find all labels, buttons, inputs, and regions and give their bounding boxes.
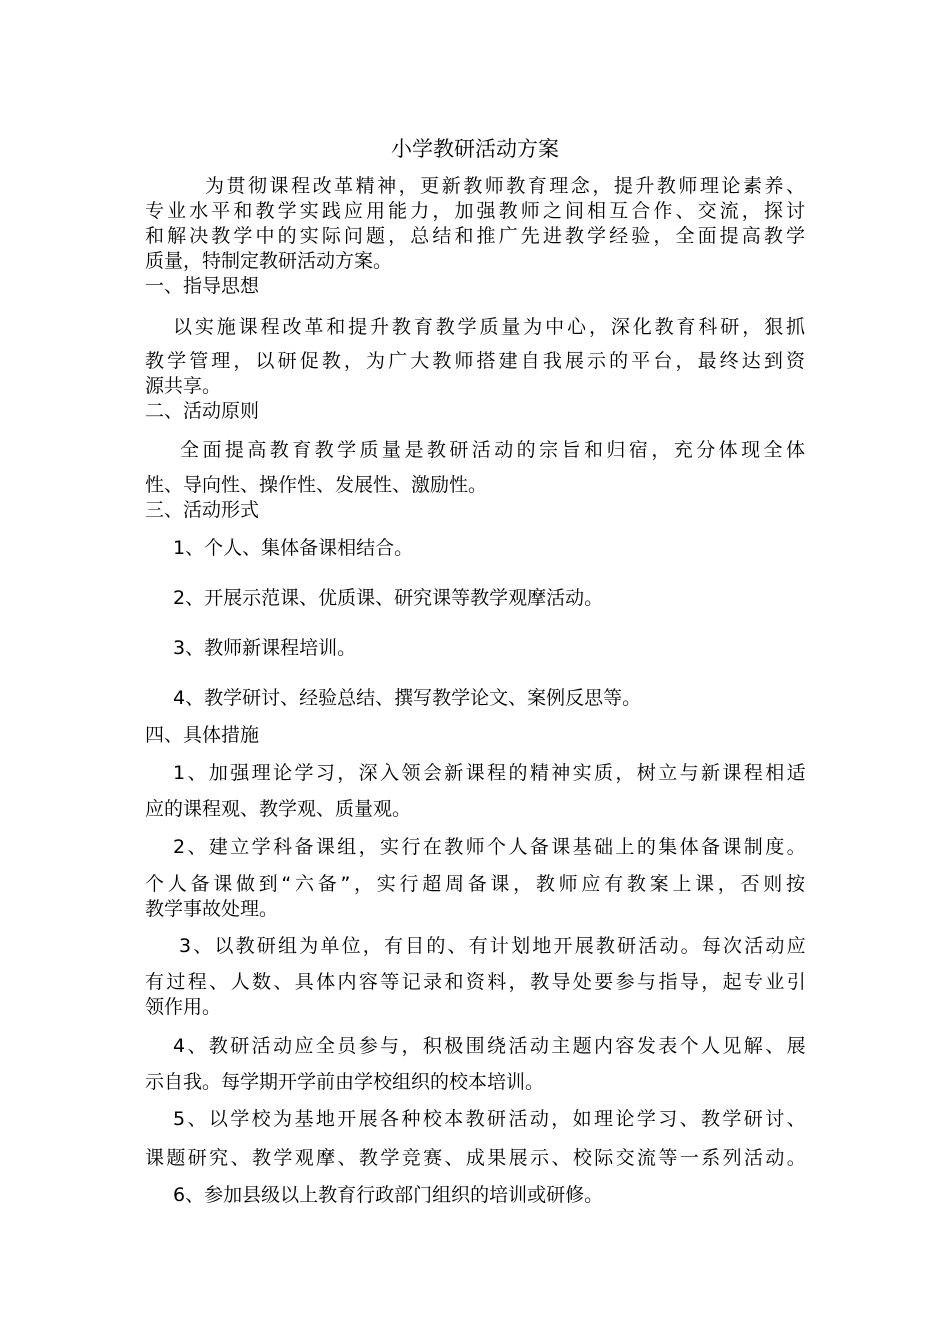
section1-line-3: 源共享。 xyxy=(145,375,222,397)
section1-line-2: 教学管理，以研促教，为广大教师搭建自我展示的平台，最终达到资 xyxy=(145,350,805,372)
forms-item-1: 1、个人、集体备课相结合。 xyxy=(173,537,414,559)
section2-line-2: 性、导向性、操作性、发展性、激励性。 xyxy=(145,474,488,496)
measure-3-line-2: 有过程、人数、具体内容等记录和资料，教导处要参与指导，起专业引 xyxy=(145,971,805,993)
section-heading-guiding-idea: 一、指导思想 xyxy=(145,275,260,297)
measure-2-line-2: 个人备课做到“六备”，实行超周备课，教师应有教案上课，否则按 xyxy=(145,873,805,895)
measure-5-line-2: 课题研究、教学观摩、教学竞赛、成果展示、校际交流等一系列活动。 xyxy=(145,1147,805,1169)
measure-2-line-3: 教学事故处理。 xyxy=(145,898,279,920)
section-heading-measures: 四、具体措施 xyxy=(145,724,260,746)
measure-5-line-1: 5、以学校为基地开展各种校本教研活动，如理论学习、教学研讨、 xyxy=(173,1108,805,1130)
measure-4-line-1: 4、教研活动应全员参与，积极围绕活动主题内容发表个人见解、展 xyxy=(173,1035,805,1057)
document-title: 小学教研活动方案 xyxy=(391,137,559,161)
measure-1-line-1: 1、加强理论学习，深入领会新课程的精神实质，树立与新课程相适 xyxy=(173,762,805,784)
intro-line-3: 和解决教学中的实际问题，总结和推广先进教学经验，全面提高教学 xyxy=(145,225,805,247)
intro-line-4: 质量，特制定教研活动方案。 xyxy=(145,250,393,272)
section-heading-principles: 二、活动原则 xyxy=(145,400,260,422)
intro-line-1: 为贯彻课程改革精神，更新教师教育理念，提升教师理论素养、 xyxy=(205,175,805,197)
measure-6-line-1: 6、参加县级以上教育行政部门组织的培训或研修。 xyxy=(173,1184,604,1206)
measure-3-line-1: 3、以教研组为单位，有目的、有计划地开展教研活动。每次活动应 xyxy=(179,935,805,957)
measure-4-line-2: 示自我。每学期开学前由学校组织的校本培训。 xyxy=(145,1071,545,1093)
section2-line-1: 全面提高教育教学质量是教研活动的宗旨和归宿，充分体现全体 xyxy=(180,439,805,461)
section-heading-forms: 三、活动形式 xyxy=(145,499,260,521)
measure-2-line-1: 2、建立学科备课组，实行在教师个人备课基础上的集体备课制度。 xyxy=(173,836,805,858)
forms-item-2: 2、开展示范课、优质课、研究课等教学观摩活动。 xyxy=(173,587,604,609)
intro-line-2: 专业水平和教学实践应用能力，加强教师之间相互合作、交流，探讨 xyxy=(145,200,805,222)
measure-1-line-2: 应的课程观、教学观、质量观。 xyxy=(145,798,412,820)
section1-line-1: 以实施课程改革和提升教育教学质量为中心，深化教育科研，狠抓 xyxy=(173,316,805,338)
forms-item-3: 3、教师新课程培训。 xyxy=(173,637,357,659)
measure-3-line-3: 领作用。 xyxy=(145,996,222,1018)
forms-item-4: 4、教学研讨、经验总结、撰写教学论文、案例反思等。 xyxy=(173,687,642,709)
